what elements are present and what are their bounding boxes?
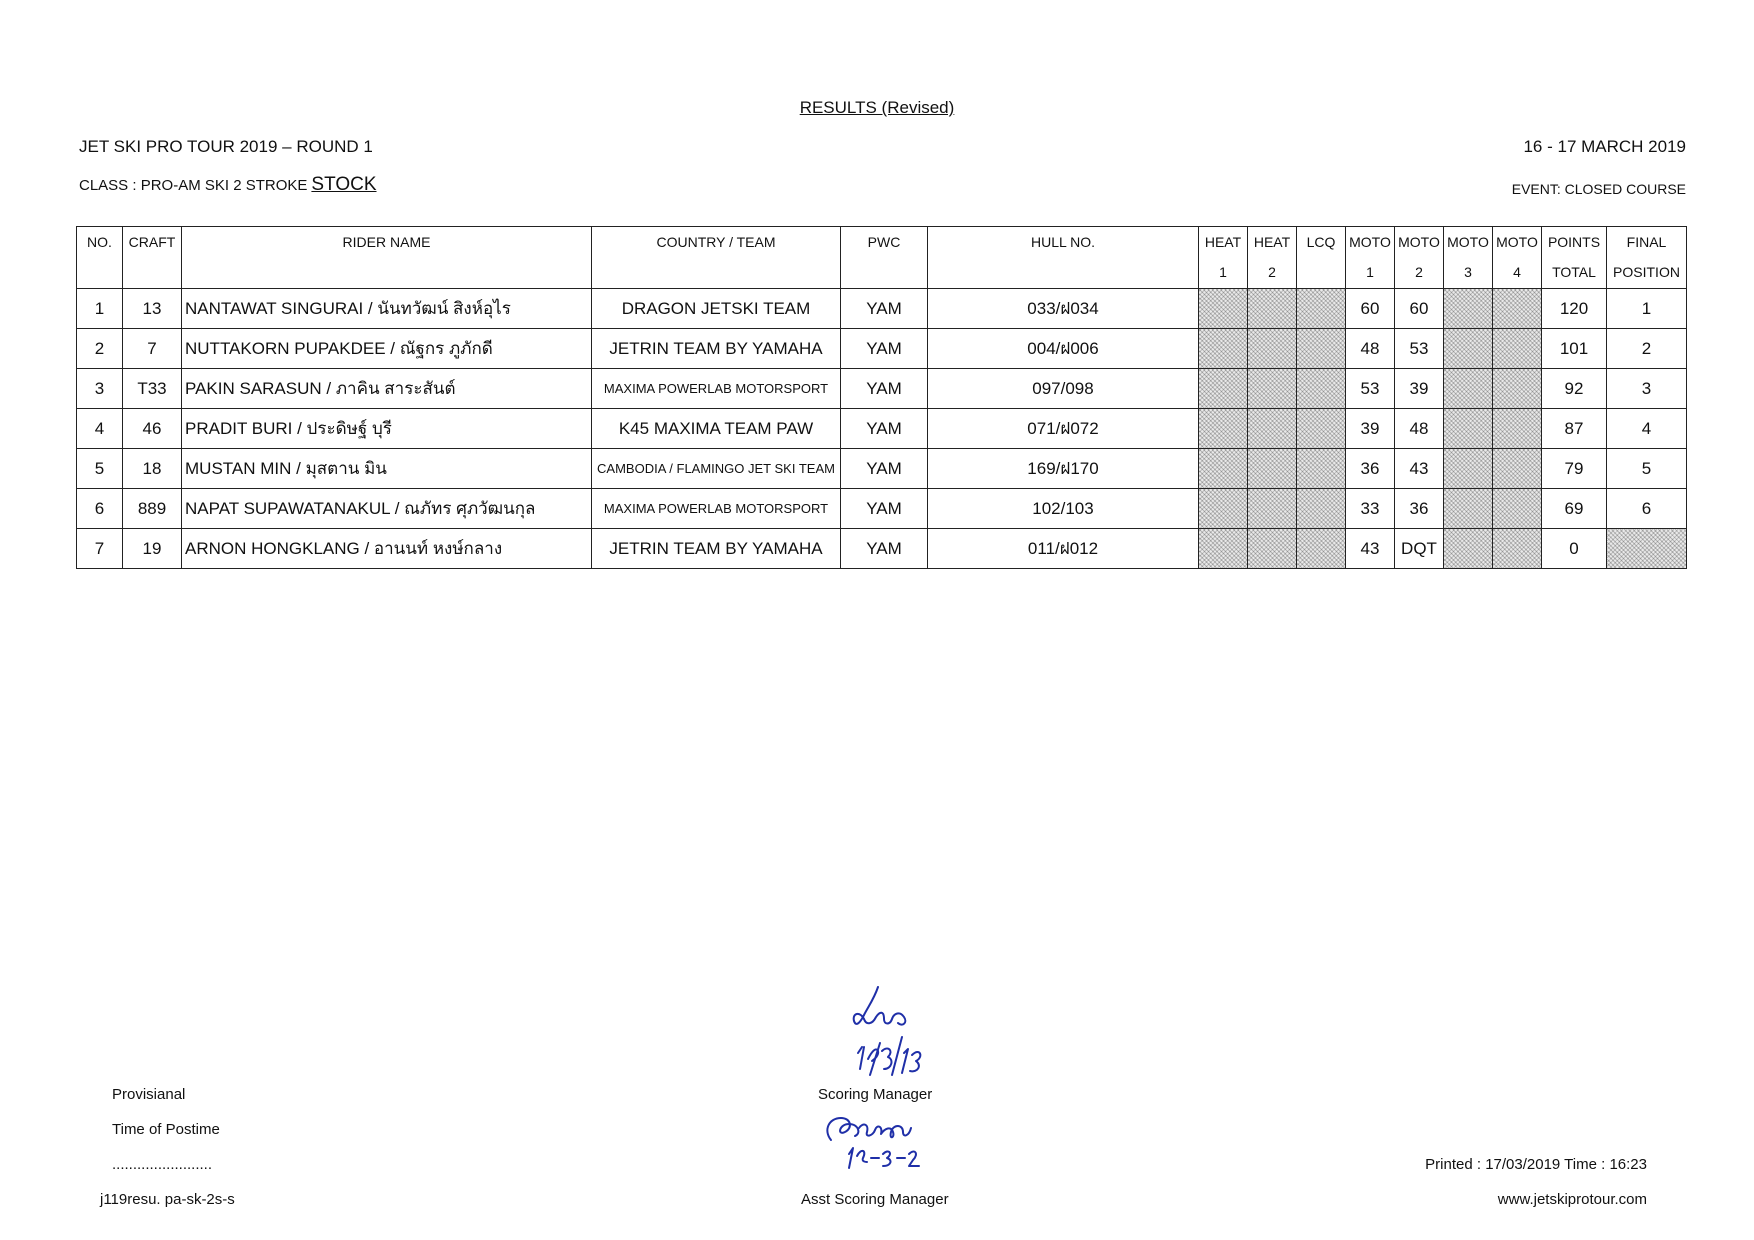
moto3-cell bbox=[1444, 369, 1493, 409]
pwc-cell: YAM bbox=[841, 409, 928, 449]
rider-name-cell: PAKIN SARASUN / ภาคิน สาระสันต์ bbox=[182, 369, 592, 409]
heat2-cell bbox=[1248, 409, 1297, 449]
moto1-cell: 39 bbox=[1346, 409, 1395, 449]
heat1-cell bbox=[1199, 489, 1248, 529]
column-header-line1: NO. bbox=[87, 234, 112, 250]
event-name: JET SKI PRO TOUR 2019 – ROUND 1 bbox=[79, 137, 373, 156]
no-cell: 6 bbox=[77, 489, 123, 529]
table-row bbox=[77, 289, 1687, 329]
pwc-cell: YAM bbox=[841, 329, 928, 369]
column-header-no bbox=[77, 227, 123, 289]
table-row bbox=[77, 449, 1687, 489]
heat1-cell bbox=[1199, 449, 1248, 489]
document-title: RESULTS (Revised) bbox=[799, 98, 955, 117]
heat1-cell bbox=[1199, 529, 1248, 569]
pwc-cell: YAM bbox=[841, 529, 928, 569]
moto2-cell: 48 bbox=[1395, 409, 1444, 449]
file-code: j119resu. pa-sk-2s-s bbox=[100, 1191, 235, 1208]
asst-scoring-manager-label: Asst Scoring Manager bbox=[801, 1191, 949, 1208]
craft-cell: 46 bbox=[123, 409, 182, 449]
pwc-cell: YAM bbox=[841, 289, 928, 329]
column-header-line1: RIDER NAME bbox=[342, 234, 431, 250]
column-header-line1: CRAFT bbox=[128, 234, 176, 250]
column-header-craft bbox=[123, 227, 182, 289]
moto2-cell: 39 bbox=[1395, 369, 1444, 409]
moto1-cell: 43 bbox=[1346, 529, 1395, 569]
heat2-cell bbox=[1248, 449, 1297, 489]
scoring-manager-signature bbox=[838, 985, 948, 1080]
lcq-cell bbox=[1297, 529, 1346, 569]
table-row bbox=[77, 409, 1687, 449]
column-header-line1: LCQ bbox=[1306, 234, 1336, 250]
team-cell: JETRIN TEAM BY YAMAHA bbox=[592, 329, 841, 369]
no-cell: 2 bbox=[77, 329, 123, 369]
column-header-line2: 1 bbox=[1366, 264, 1374, 280]
lcq-cell bbox=[1297, 449, 1346, 489]
heat1-cell bbox=[1199, 329, 1248, 369]
heat1-cell bbox=[1199, 369, 1248, 409]
printed-timestamp: Printed : 17/03/2019 Time : 16:23 bbox=[1425, 1156, 1647, 1173]
moto1-cell: 33 bbox=[1346, 489, 1395, 529]
class-prefix: CLASS : PRO-AM SKI 2 STROKE bbox=[79, 177, 308, 194]
hull-cell: 102/103 bbox=[928, 489, 1199, 529]
column-header-moto-4 bbox=[1493, 227, 1542, 289]
column-header-country-team bbox=[592, 227, 841, 289]
heat2-cell bbox=[1248, 369, 1297, 409]
moto4-cell bbox=[1493, 289, 1542, 329]
column-header-line1: COUNTRY / TEAM bbox=[656, 234, 776, 250]
heat2-cell bbox=[1248, 489, 1297, 529]
column-header-line1: MOTO bbox=[1496, 234, 1538, 250]
column-header-line1: HULL NO. bbox=[1030, 234, 1096, 250]
moto4-cell bbox=[1493, 529, 1542, 569]
provisional-label: Provisianal bbox=[112, 1086, 186, 1103]
table-row bbox=[77, 529, 1687, 569]
column-header-heat-2 bbox=[1248, 227, 1297, 289]
moto4-cell bbox=[1493, 489, 1542, 529]
column-header-points-total bbox=[1542, 227, 1607, 289]
no-cell: 4 bbox=[77, 409, 123, 449]
points-total-cell: 120 bbox=[1542, 289, 1607, 329]
team-cell: JETRIN TEAM BY YAMAHA bbox=[592, 529, 841, 569]
moto2-cell: DQT bbox=[1395, 529, 1444, 569]
team-cell: DRAGON JETSKI TEAM bbox=[592, 289, 841, 329]
column-header-line2: 4 bbox=[1513, 264, 1521, 280]
results-body bbox=[77, 289, 1687, 569]
heat2-cell bbox=[1248, 289, 1297, 329]
craft-cell: 19 bbox=[123, 529, 182, 569]
moto1-cell: 48 bbox=[1346, 329, 1395, 369]
hull-cell: 097/098 bbox=[928, 369, 1199, 409]
column-header-line1: FINAL bbox=[1626, 234, 1667, 250]
column-header-line2: POSITION bbox=[1613, 264, 1680, 280]
moto2-cell: 36 bbox=[1395, 489, 1444, 529]
moto1-cell: 53 bbox=[1346, 369, 1395, 409]
rider-name-cell: NUTTAKORN PUPAKDEE / ณัฐกร ภูภักดี bbox=[182, 329, 592, 369]
rider-name-cell: NANTAWAT SINGURAI / นันทวัฒน์ สิงห์อุไร bbox=[182, 289, 592, 329]
heat2-cell bbox=[1248, 529, 1297, 569]
team-cell: MAXIMA POWERLAB MOTORSPORT bbox=[592, 489, 841, 529]
column-header-moto-2 bbox=[1395, 227, 1444, 289]
craft-cell: 889 bbox=[123, 489, 182, 529]
class-line bbox=[79, 174, 377, 196]
team-cell: CAMBODIA / FLAMINGO JET SKI TEAM bbox=[592, 449, 841, 489]
lcq-cell bbox=[1297, 489, 1346, 529]
points-total-cell: 79 bbox=[1542, 449, 1607, 489]
column-header-line2: 3 bbox=[1464, 264, 1472, 280]
column-header-moto-3 bbox=[1444, 227, 1493, 289]
event-dates: 16 - 17 MARCH 2019 bbox=[1523, 137, 1686, 156]
pwc-cell: YAM bbox=[841, 489, 928, 529]
heat1-cell bbox=[1199, 289, 1248, 329]
column-header-line1: MOTO bbox=[1447, 234, 1489, 250]
moto4-cell bbox=[1493, 409, 1542, 449]
final-position-cell: 6 bbox=[1607, 489, 1687, 529]
pwc-cell: YAM bbox=[841, 369, 928, 409]
craft-cell: T33 bbox=[123, 369, 182, 409]
time-of-postime-label: Time of Postime bbox=[112, 1121, 220, 1138]
lcq-cell bbox=[1297, 409, 1346, 449]
team-cell: MAXIMA POWERLAB MOTORSPORT bbox=[592, 369, 841, 409]
table-header-row bbox=[77, 227, 1687, 289]
scoring-manager-label: Scoring Manager bbox=[818, 1086, 933, 1103]
final-position-cell: 1 bbox=[1607, 289, 1687, 329]
column-header-line2: 1 bbox=[1219, 264, 1227, 280]
no-cell: 1 bbox=[77, 289, 123, 329]
column-header-moto-1 bbox=[1346, 227, 1395, 289]
lcq-cell bbox=[1297, 329, 1346, 369]
moto2-cell: 53 bbox=[1395, 329, 1444, 369]
moto3-cell bbox=[1444, 329, 1493, 369]
table-row bbox=[77, 369, 1687, 409]
moto4-cell bbox=[1493, 449, 1542, 489]
class-suffix: STOCK bbox=[311, 174, 377, 195]
pwc-cell: YAM bbox=[841, 449, 928, 489]
points-total-cell: 87 bbox=[1542, 409, 1607, 449]
hull-cell: 169/ฝ170 bbox=[928, 449, 1199, 489]
final-position-cell: 3 bbox=[1607, 369, 1687, 409]
hull-cell: 011/ฝ012 bbox=[928, 529, 1199, 569]
craft-cell: 18 bbox=[123, 449, 182, 489]
column-header-line1: HEAT bbox=[1253, 234, 1291, 250]
hull-cell: 004/ฝ006 bbox=[928, 329, 1199, 369]
points-total-cell: 0 bbox=[1542, 529, 1607, 569]
column-header-lcq bbox=[1297, 227, 1346, 289]
rider-name-cell: PRADIT BURI / ประดิษฐ์ บุรี bbox=[182, 409, 592, 449]
rider-name-cell: ARNON HONGKLANG / อานนท์ หงษ์กลาง bbox=[182, 529, 592, 569]
moto3-cell bbox=[1444, 289, 1493, 329]
website-link[interactable]: www.jetskiprotour.com bbox=[1497, 1191, 1647, 1208]
final-position-cell: 2 bbox=[1607, 329, 1687, 369]
points-total-cell: 101 bbox=[1542, 329, 1607, 369]
rider-name-cell: MUSTAN MIN / มุสตาน มิน bbox=[182, 449, 592, 489]
column-header-hull-no bbox=[928, 227, 1199, 289]
event-type: EVENT: CLOSED COURSE bbox=[1511, 181, 1686, 197]
heat1-cell bbox=[1199, 409, 1248, 449]
moto3-cell bbox=[1444, 529, 1493, 569]
moto3-cell bbox=[1444, 489, 1493, 529]
no-cell: 7 bbox=[77, 529, 123, 569]
column-header-line2: 2 bbox=[1415, 264, 1423, 280]
lcq-cell bbox=[1297, 369, 1346, 409]
moto2-cell: 60 bbox=[1395, 289, 1444, 329]
column-header-line1: MOTO bbox=[1349, 234, 1391, 250]
column-header-heat-1 bbox=[1199, 227, 1248, 289]
hull-cell: 033/ฝ034 bbox=[928, 289, 1199, 329]
final-position-cell bbox=[1607, 529, 1687, 569]
column-header-final-position bbox=[1607, 227, 1687, 289]
moto4-cell bbox=[1493, 369, 1542, 409]
asst-scoring-manager-signature bbox=[819, 1110, 929, 1170]
hull-cell: 071/ฝ072 bbox=[928, 409, 1199, 449]
moto3-cell bbox=[1444, 409, 1493, 449]
column-header-pwc bbox=[841, 227, 928, 289]
moto1-cell: 60 bbox=[1346, 289, 1395, 329]
results-table bbox=[76, 226, 1687, 569]
column-header-line1: HEAT bbox=[1204, 234, 1242, 250]
moto4-cell bbox=[1493, 329, 1542, 369]
table-row bbox=[77, 329, 1687, 369]
no-cell: 5 bbox=[77, 449, 123, 489]
no-cell: 3 bbox=[77, 369, 123, 409]
lcq-cell bbox=[1297, 289, 1346, 329]
points-total-cell: 69 bbox=[1542, 489, 1607, 529]
heat2-cell bbox=[1248, 329, 1297, 369]
final-position-cell: 4 bbox=[1607, 409, 1687, 449]
column-header-line2: TOTAL bbox=[1552, 264, 1596, 280]
column-header-line1: MOTO bbox=[1398, 234, 1440, 250]
moto1-cell: 36 bbox=[1346, 449, 1395, 489]
column-header-rider-name bbox=[182, 227, 592, 289]
rider-name-cell: NAPAT SUPAWATANAKUL / ณภัทร ศุภวัฒนกุล bbox=[182, 489, 592, 529]
moto3-cell bbox=[1444, 449, 1493, 489]
table-row bbox=[77, 489, 1687, 529]
craft-cell: 7 bbox=[123, 329, 182, 369]
column-header-line1: PWC bbox=[867, 234, 901, 250]
team-cell: K45 MAXIMA TEAM PAW bbox=[592, 409, 841, 449]
points-total-cell: 92 bbox=[1542, 369, 1607, 409]
craft-cell: 13 bbox=[123, 289, 182, 329]
moto2-cell: 43 bbox=[1395, 449, 1444, 489]
postime-dotted-line: ........................ bbox=[112, 1156, 213, 1173]
column-header-line2: 2 bbox=[1268, 264, 1276, 280]
final-position-cell: 5 bbox=[1607, 449, 1687, 489]
column-header-line1: POINTS bbox=[1547, 234, 1601, 250]
